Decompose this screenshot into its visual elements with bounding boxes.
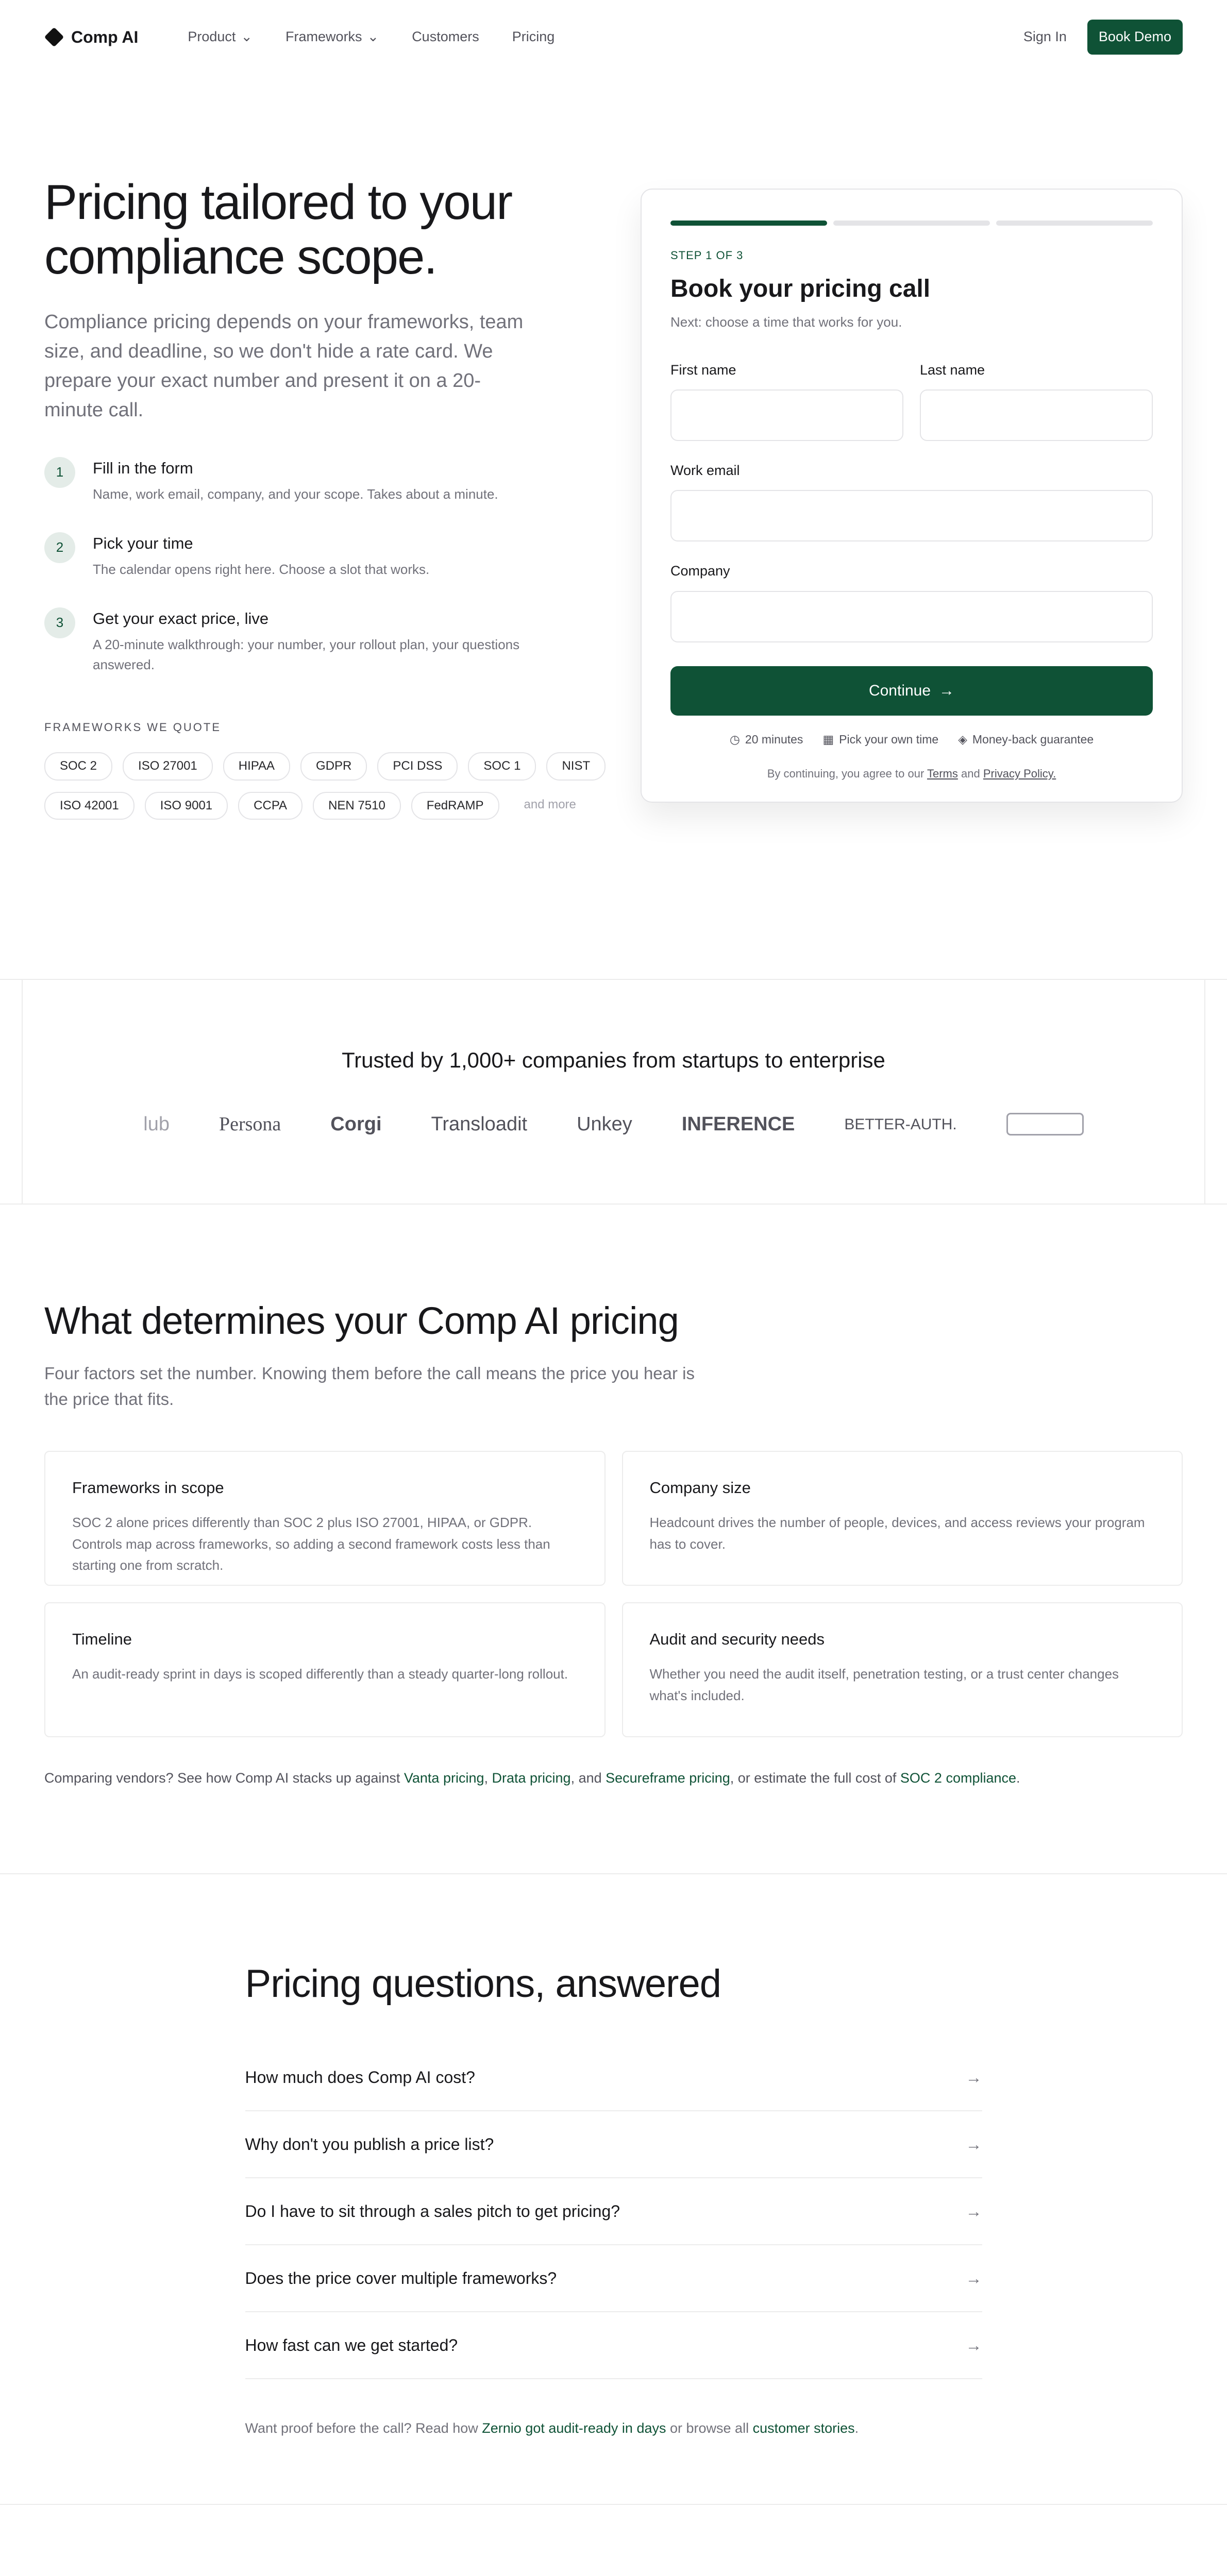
factors-grid [44, 1451, 1183, 1737]
nav-label: Product [188, 29, 236, 45]
customer-logo: INFERENCE [681, 1113, 795, 1135]
factors-title: What determines your Comp AI pricing [44, 1299, 679, 1342]
perk-item [958, 731, 1094, 748]
faq-item[interactable] [245, 2178, 982, 2245]
step-number: 2 [44, 532, 75, 563]
factors-section [44, 1205, 1183, 1873]
faq-list [245, 2044, 982, 2379]
factor-card [622, 1451, 1183, 1586]
faq-question: How much does Comp AI cost? [245, 2067, 475, 2087]
framework-chip: FedRAMP [411, 792, 499, 820]
last-name-field [920, 360, 1153, 441]
customer-logo-partial [1006, 1113, 1084, 1136]
divider [22, 980, 23, 1204]
customer-logo: BETTER-AUTH. [844, 1115, 957, 1133]
faq-question: How fast can we get started? [245, 2335, 458, 2354]
hero-lede: Compliance pricing depends on your frameworks, team size, and deadline, so we don't hide a rate card. We prepare your exact number and present it on a 20-minute call. [44, 311, 524, 421]
arrow-right-icon: → [965, 2268, 982, 2287]
compare-suffix: , or estimate the full cost of [730, 1770, 897, 1786]
framework-chip: SOC 1 [468, 752, 536, 781]
factor-card [622, 1602, 1183, 1737]
factor-title: Audit and security needs [649, 1630, 825, 1649]
faq-section [245, 1874, 982, 2504]
perk-item [730, 731, 803, 748]
first-name-label: First name [670, 362, 736, 378]
clock-icon: ◷ [729, 732, 740, 746]
soc2-compliance-link[interactable]: SOC 2 compliance [900, 1770, 1017, 1786]
step-desc: Name, work email, company, and your scope. Takes about a minute. [93, 486, 498, 502]
nav-product[interactable] [188, 27, 253, 47]
proof-mid: or browse all [670, 2420, 749, 2436]
email-input[interactable] [670, 490, 1153, 541]
nav-pricing[interactable]: Pricing [512, 29, 555, 45]
customer-logo: Transloadit [431, 1113, 528, 1135]
perk-text: Money-back guarantee [972, 732, 1094, 746]
divider [1204, 980, 1205, 1204]
terms-and: and [961, 767, 980, 780]
customer-logos [0, 1110, 1227, 1139]
factor-desc: Whether you need the audit itself, penetration testing, or a trust center changes what's included. [649, 1666, 1119, 1703]
step-title: Pick your time [93, 534, 193, 553]
arrow-right-icon: → [965, 2201, 982, 2221]
privacy-link[interactable]: Privacy Policy. [983, 767, 1056, 780]
factor-card [44, 1451, 606, 1586]
last-name-input[interactable] [920, 389, 1153, 441]
faq-item[interactable] [245, 2111, 982, 2178]
sign-in-link[interactable]: Sign In [1023, 29, 1067, 45]
cta-section [0, 2505, 1227, 2576]
factor-desc: An audit-ready sprint in days is scoped differently than a steady quarter-long rollout. [72, 1666, 568, 1682]
form-title: Book your pricing call [670, 275, 931, 302]
framework-chip: ISO 27001 [123, 752, 213, 781]
faq-question: Why don't you publish a price list? [245, 2134, 494, 2154]
step-number: 1 [44, 457, 75, 488]
form-terms [670, 766, 1153, 782]
company-input[interactable] [670, 591, 1153, 642]
frameworks-label: FRAMEWORKS WE QUOTE [44, 721, 221, 734]
perk-text: Pick your own time [839, 732, 939, 746]
perk-text: 20 minutes [745, 732, 803, 746]
main-nav [188, 27, 1023, 47]
logo-text: Comp AI [71, 27, 139, 46]
step-item [44, 607, 565, 675]
book-demo-button[interactable]: Book Demo [1087, 20, 1183, 54]
email-field [670, 461, 1153, 541]
continue-button[interactable] [670, 666, 1153, 716]
form-subtitle: Next: choose a time that works for you. [670, 314, 902, 330]
progress-segment [833, 221, 990, 226]
proof-text: Want proof before the call? Read how Zernio got audit-ready in days or browse all customer stories. [245, 2420, 859, 2436]
compare-prefix: Comparing vendors? See how Comp AI stacks up against [44, 1770, 400, 1786]
logo-icon [44, 27, 64, 47]
step-desc: The calendar opens right here. Choose a slot that works. [93, 562, 430, 578]
compare-mid: , and [570, 1770, 602, 1786]
arrow-right-icon: → [939, 682, 955, 699]
step-item [44, 457, 565, 504]
progress-segment-active [670, 221, 827, 226]
top-header [44, 0, 1183, 74]
frameworks-chips [44, 752, 621, 820]
last-name-label: Last name [920, 362, 985, 378]
terms-link[interactable]: Terms [927, 767, 958, 780]
factor-title: Frameworks in scope [72, 1479, 224, 1497]
framework-chip: NEN 7510 [313, 792, 401, 820]
step-title: Fill in the form [93, 459, 193, 478]
nav-customers[interactable]: Customers [412, 29, 479, 45]
hero-left [44, 175, 591, 979]
customer-logo: lub [143, 1113, 170, 1135]
company-label: Company [670, 563, 730, 579]
chevron-down-icon: ⌄ [241, 29, 253, 45]
steps-list [44, 457, 565, 675]
secureframe-pricing-link[interactable]: Secureframe pricing [606, 1770, 730, 1786]
framework-chip: ISO 9001 [145, 792, 228, 820]
first-name-field [670, 360, 903, 441]
factor-desc: Headcount drives the number of people, devices, and access reviews your program has to cover. [649, 1515, 1145, 1552]
step-title: Get your exact price, live [93, 609, 269, 628]
faq-item[interactable] [245, 2312, 982, 2379]
step-desc: A 20-minute walkthrough: your number, your rollout plan, your questions answered. [93, 637, 520, 672]
first-name-input[interactable] [670, 389, 903, 441]
form-step-label: STEP 1 OF 3 [670, 249, 744, 262]
shield-check-icon: ◈ [958, 732, 967, 746]
frameworks-more: and more [524, 797, 576, 811]
framework-chip: ISO 42001 [44, 792, 135, 820]
form-progress [670, 221, 1153, 226]
step-number: 3 [44, 607, 75, 638]
case-study-link[interactable]: Zernio got audit-ready in days [482, 2420, 666, 2436]
compare-text: Comparing vendors? See how Comp AI stacks up against Vanta pricing, Drata pricing, and Secureframe pricing, or estimate the full cost of SOC 2 compliance. [44, 1770, 1020, 1786]
factor-title: Timeline [72, 1630, 132, 1649]
framework-chip: PCI DSS [377, 752, 458, 781]
factors-lede: Four factors set the number. Knowing them before the call means the price you hear is the price that fits. [44, 1364, 695, 1409]
pricing-form-card [641, 189, 1183, 803]
continue-label: Continue [868, 682, 931, 699]
page-title: Pricing tailored to your compliance scope. [44, 175, 512, 284]
nav-label: Frameworks [285, 29, 362, 45]
form-perks [670, 731, 1153, 748]
framework-chip: NIST [546, 752, 606, 781]
drata-pricing-link[interactable]: Drata pricing [492, 1770, 571, 1786]
header-actions [1023, 20, 1183, 54]
faq-question: Do I have to sit through a sales pitch to get pricing? [245, 2201, 620, 2221]
framework-chip: GDPR [300, 752, 367, 781]
perk-item [822, 731, 938, 748]
calendar-icon: ▦ [822, 732, 834, 746]
framework-chip: CCPA [238, 792, 302, 820]
chevron-down-icon: ⌄ [367, 29, 379, 45]
name-row [670, 360, 1153, 441]
terms-prefix: By continuing, you agree to our [767, 767, 925, 780]
arrow-right-icon: → [965, 2134, 982, 2154]
customer-logo: Persona [218, 1113, 281, 1135]
framework-chip: SOC 2 [44, 752, 112, 781]
arrow-right-icon: → [965, 2335, 982, 2354]
vanta-pricing-link[interactable]: Vanta pricing [404, 1770, 484, 1786]
progress-segment [996, 221, 1153, 226]
factor-desc: SOC 2 alone prices differently than SOC 2 plus ISO 27001, HIPAA, or GDPR. Controls map across frameworks, so adding a second framework costs less than starting one from scratch. [72, 1515, 550, 1573]
trusted-section [0, 979, 1227, 1205]
factor-title: Company size [649, 1479, 751, 1497]
faq-item[interactable] [245, 2044, 982, 2111]
factor-card [44, 1602, 606, 1737]
faq-question: Does the price cover multiple frameworks? [245, 2268, 557, 2287]
nav-frameworks[interactable] [285, 27, 379, 47]
logo[interactable] [44, 25, 138, 49]
email-label: Work email [670, 463, 740, 479]
trusted-title: Trusted by 1,000+ companies from startups to enterprise [342, 1048, 885, 1072]
customer-stories-link[interactable]: customer stories [752, 2420, 855, 2436]
faq-title: Pricing questions, answered [245, 1962, 721, 2006]
customer-logo: Corgi [330, 1113, 382, 1135]
framework-chip: HIPAA [223, 752, 290, 781]
faq-item[interactable] [245, 2245, 982, 2312]
proof-prefix: Want proof before the call? Read how [245, 2420, 478, 2436]
customer-logo: Unkey [577, 1113, 632, 1135]
hero-section [44, 74, 1183, 979]
company-field [670, 561, 1153, 642]
arrow-right-icon: → [965, 2067, 982, 2087]
step-item [44, 532, 565, 580]
